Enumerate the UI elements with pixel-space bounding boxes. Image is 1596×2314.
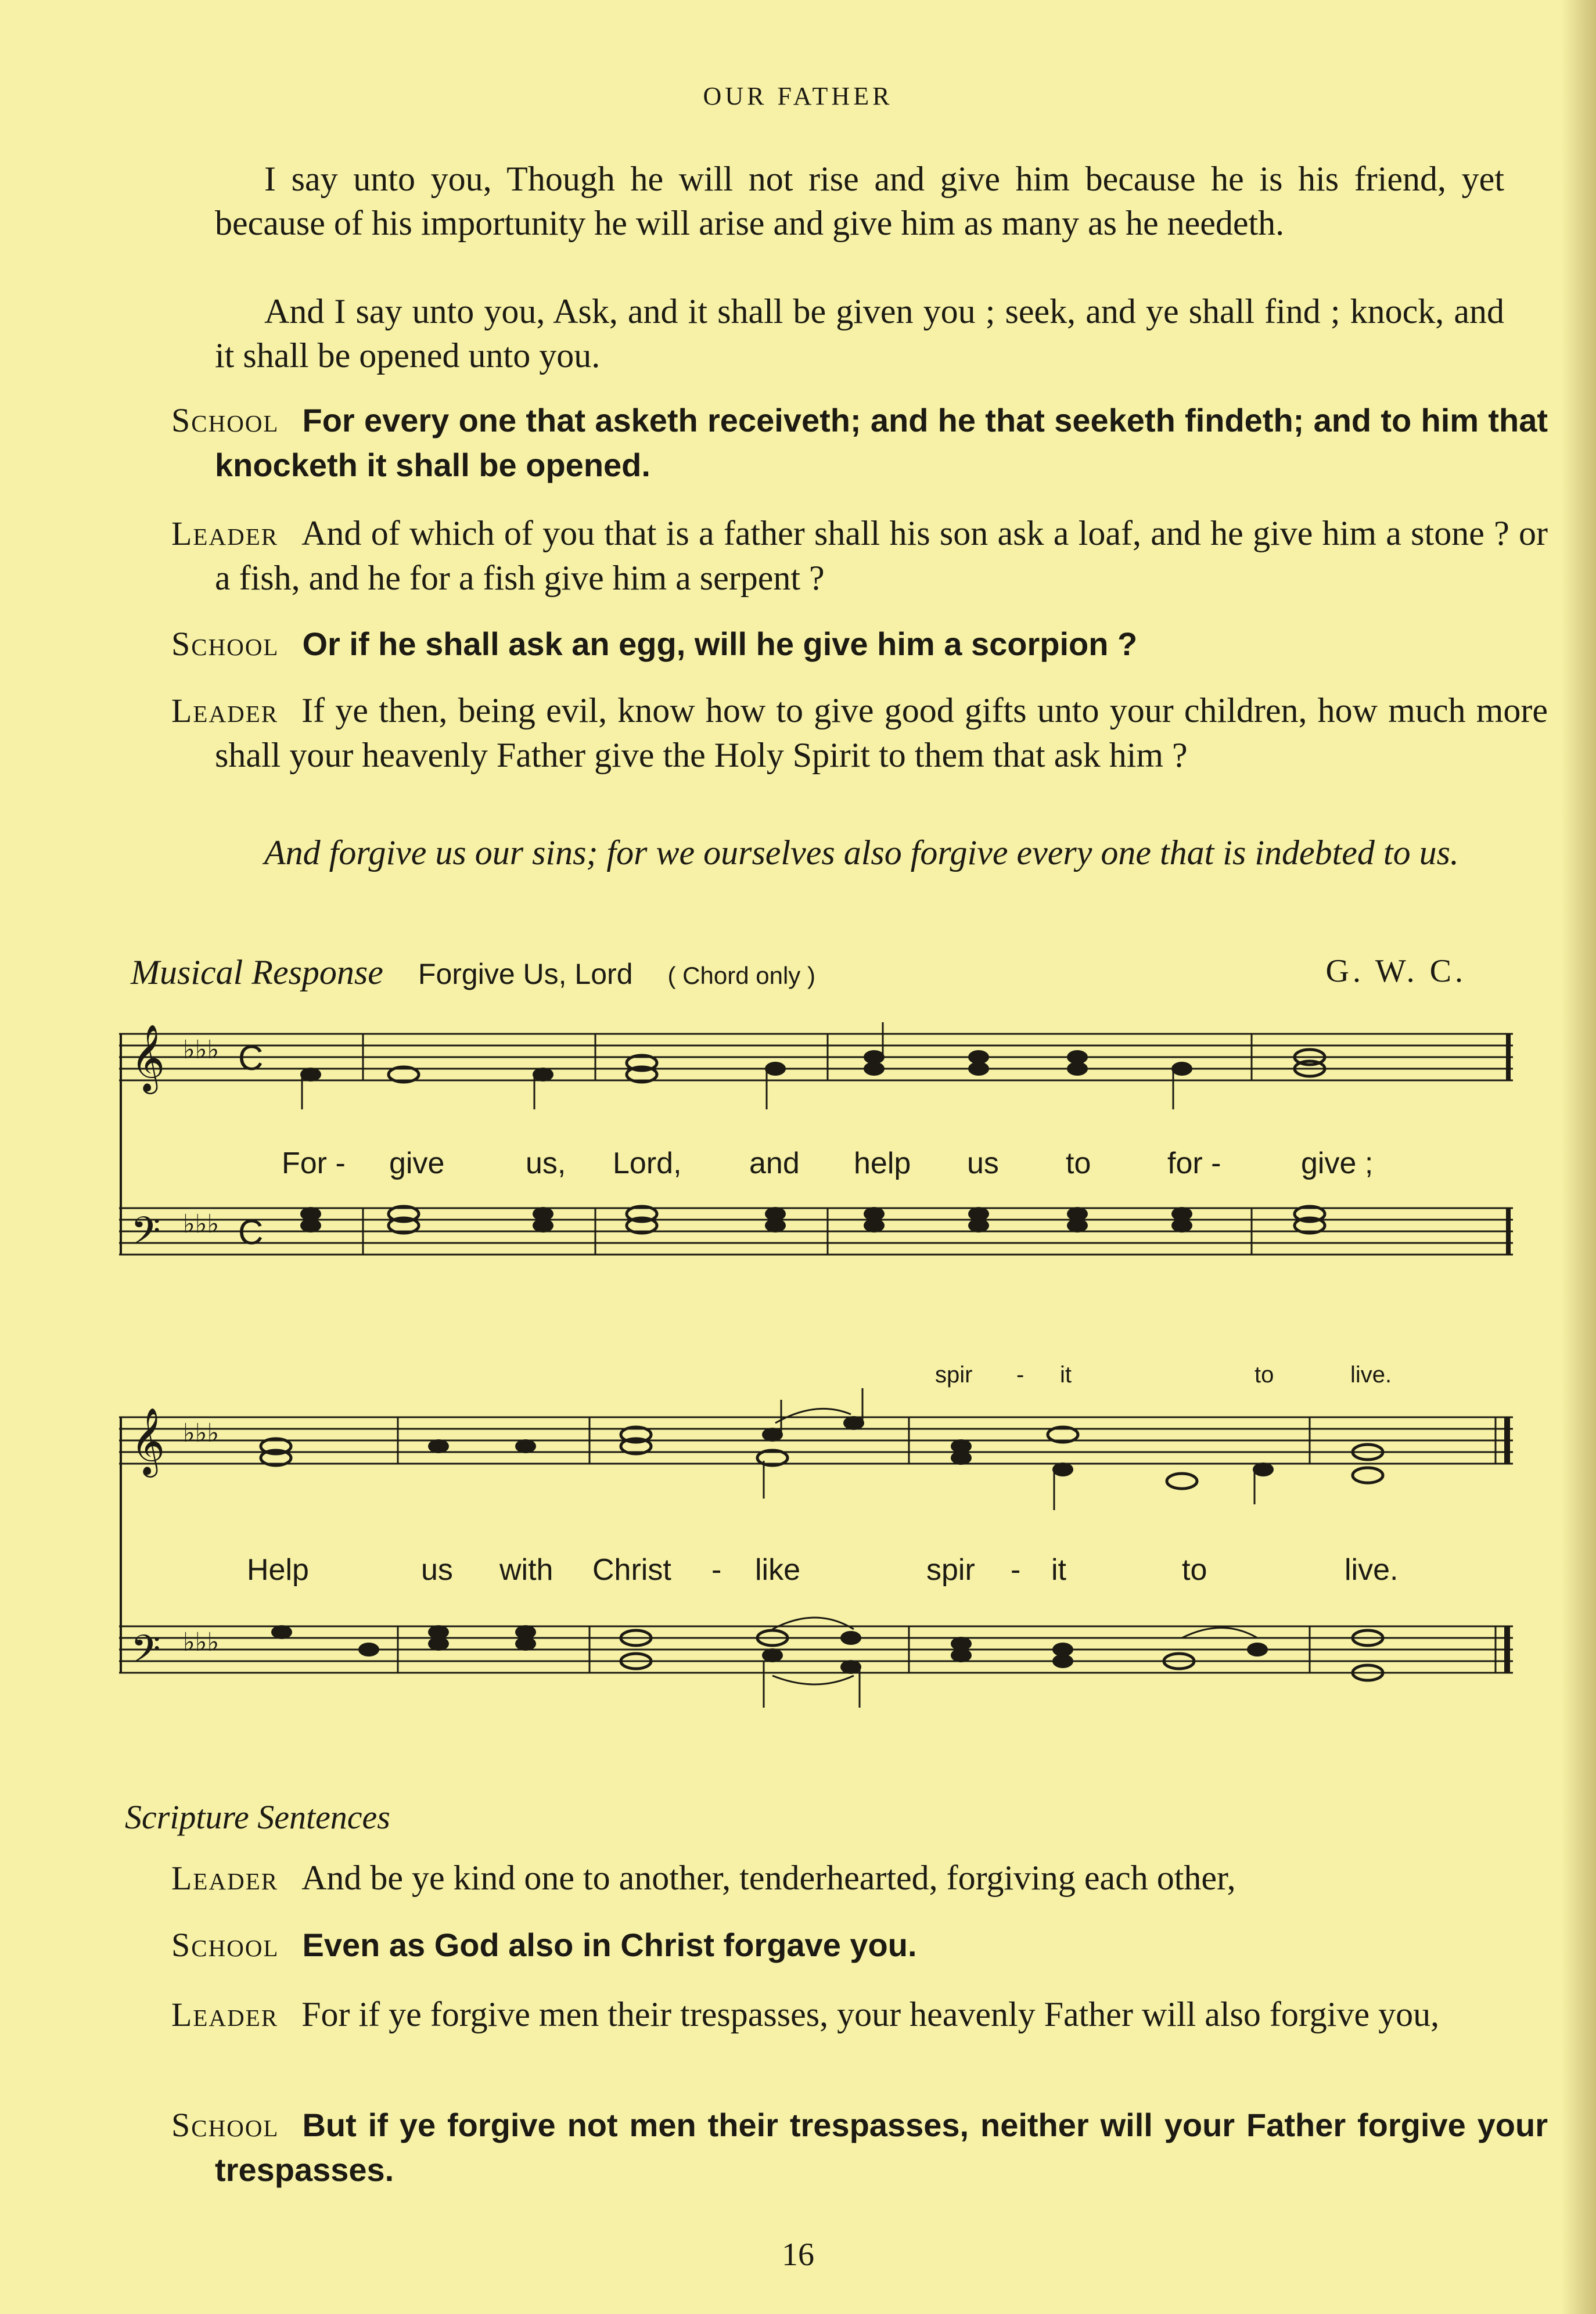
speaker-label: School [171,625,279,663]
lyric: Christ [592,1553,671,1587]
lyric: - [1011,1553,1021,1587]
dialogue-text: Or if he shall ask an egg, will he give him a scorpion ? [302,626,1138,662]
bass-clef-icon: 𝄢 [131,1210,161,1262]
common-time-icon: C [238,1213,264,1252]
scripture-text: Even as God also in Christ forgave you. [302,1927,917,1963]
musical-response-header [131,953,1466,993]
response-note: ( Chord only ) [667,962,815,989]
response-title: Forgive Us, Lord [418,958,633,990]
lyric: give ; [1301,1147,1374,1180]
treble-stems [302,1022,1173,1109]
treble-staff [119,1034,1513,1080]
treble-clef-icon: 𝄞 [131,1408,166,1474]
lyric: to [1066,1147,1091,1180]
lyric: and [749,1147,800,1180]
bass-clef-icon: 𝄢 [131,1628,161,1680]
dialogue-text: And of which of you that is a father shall his son ask a loaf, and he give him a stone ? or a fish, and he for a fish give him a serpent ? [215,514,1548,597]
lyric: it [1060,1362,1072,1388]
bar-lines [363,1034,1252,1255]
speaker-label: Leader [171,1859,279,1897]
petition-line: And forgive us our sins; for we ourselves also forgive every one that is indebted to us. [264,833,1459,872]
lyric: with [499,1553,553,1587]
response-author: G. W. C. [1325,953,1466,989]
music-system-1 [119,1022,1525,1313]
treble-staff [119,1417,1513,1464]
treble-notes [300,1050,1325,1082]
speaker-label: Leader [171,1996,279,2033]
lyric: us, [526,1147,566,1180]
lyric: - [1016,1362,1025,1388]
speaker-label: Leader [171,692,279,730]
lyrics-line-1 [282,1147,1373,1180]
scripture-line [171,1923,1548,1967]
lyric: help [854,1147,911,1180]
running-head: OUR FATHER [703,82,893,110]
speaker-label: Leader [171,515,279,552]
dialogue-line [171,688,1548,777]
lyrics-line-2-top [935,1362,1392,1388]
scripture-line [171,1856,1548,1900]
page-number: 16 [782,2237,814,2273]
lyric: us [967,1147,999,1180]
bass-stems [764,1618,1257,1708]
lyric: spir [935,1362,973,1388]
bass-staff [119,1626,1513,1673]
speaker-label: School [171,1926,279,1964]
lyric: For - [282,1147,346,1180]
music-system-2 [119,1359,1525,1731]
common-time-icon: C [238,1039,264,1077]
lyric: for - [1167,1147,1221,1180]
lyric: to [1182,1553,1207,1587]
scripture-sentences-title: Scripture Sentences [125,1798,390,1836]
lyric: live. [1345,1553,1399,1587]
dialogue-line [171,511,1548,600]
lyric: us [421,1553,453,1587]
treble-clef-icon: 𝄞 [131,1025,166,1090]
lyric: - [711,1553,722,1587]
dialogue-text: For every one that asketh receiveth; and he that seeketh findeth; and to him that knocketh it shall be opened. [215,402,1548,483]
dialogue-text: If ye then, being evil, know how to give good gifts unto your children, how much more shall your heavenly Father give the Holy Spirit to them that ask him ? [215,691,1548,774]
lyric: to [1254,1362,1274,1388]
lyric: Lord, [613,1147,682,1180]
treble-stems [764,1388,1254,1510]
paragraph-ask: And I say unto you, Ask, and it shall be given you ; seek, and ye shall find ; knock, and it shall be opened unto you. [215,292,1504,375]
lyrics-line-2 [247,1553,1398,1587]
lyric: like [755,1553,801,1587]
lyric: it [1051,1553,1066,1587]
paragraph-importunity: I say unto you, Though he will not rise and give him because he is his friend, yet because of his importunity he will arise and give him as many as he needeth. [215,160,1504,242]
scripture-line [171,1992,1548,2037]
scripture-text: And be ye kind one to another, tenderhearted, forgiving each other, [301,1859,1236,1897]
scripture-text: But if ye forgive not men their trespasses, neither will your Father forgive your trespasses. [215,2107,1548,2188]
key-signature-icon: ♭♭♭ [183,1628,220,1657]
page-edge-shadow [1561,0,1596,2314]
dialogue-line [171,621,1548,666]
key-signature-icon: ♭♭♭ [183,1419,220,1447]
lyric: Help [247,1553,309,1587]
dialogue-line [171,398,1548,487]
speaker-label: School [171,2106,279,2144]
lyric: spir [926,1553,975,1587]
scripture-line [171,2103,1548,2192]
key-signature-icon: ♭♭♭ [183,1036,220,1064]
lyric: live. [1350,1362,1392,1388]
scripture-text: For if ye forgive men their trespasses, your heavenly Father will also forgive you, [301,1995,1440,2033]
lyric: give [389,1147,445,1180]
response-label: Musical Response [131,953,383,991]
key-signature-icon: ♭♭♭ [183,1210,220,1238]
speaker-label: School [171,401,279,439]
